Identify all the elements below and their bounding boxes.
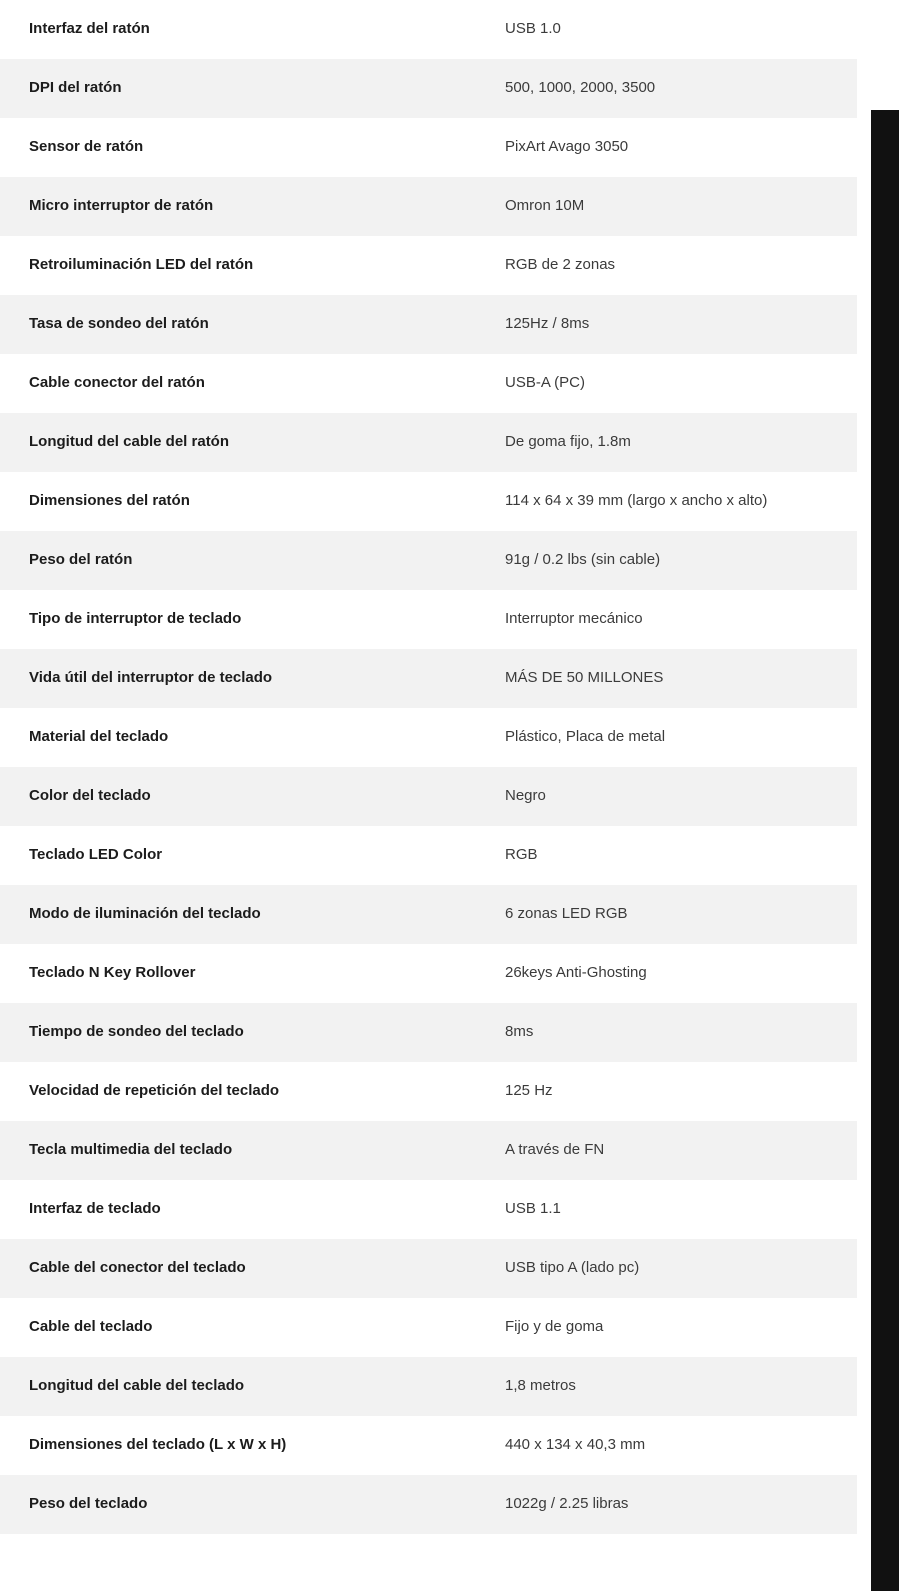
table-row bbox=[0, 0, 857, 59]
table-row bbox=[0, 885, 857, 944]
spec-value: USB 1.0 bbox=[505, 20, 561, 38]
spec-label: Peso del ratón bbox=[29, 551, 133, 569]
table-row bbox=[0, 472, 857, 531]
table-row bbox=[0, 1239, 857, 1298]
spec-label: Cable conector del ratón bbox=[29, 374, 205, 392]
table-row bbox=[0, 1121, 857, 1180]
table-row bbox=[0, 59, 857, 118]
spec-value: Negro bbox=[505, 787, 546, 805]
spec-value: De goma fijo, 1.8m bbox=[505, 433, 631, 451]
spec-value: MÁS DE 50 MILLONES bbox=[505, 669, 664, 687]
spec-value: 125Hz / 8ms bbox=[505, 315, 590, 333]
table-row bbox=[0, 1180, 857, 1239]
spec-label: Peso del teclado bbox=[29, 1495, 148, 1513]
spec-label: Tiempo de sondeo del teclado bbox=[29, 1023, 244, 1041]
spec-label: Cable del teclado bbox=[29, 1318, 153, 1336]
table-row bbox=[0, 413, 857, 472]
spec-value: 125 Hz bbox=[505, 1082, 553, 1100]
spec-label: Teclado LED Color bbox=[29, 846, 163, 864]
spec-value: A través de FN bbox=[505, 1141, 605, 1159]
spec-value: Plástico, Placa de metal bbox=[505, 728, 666, 746]
spec-value: USB-A (PC) bbox=[505, 374, 586, 392]
spec-label: Interfaz de teclado bbox=[29, 1200, 161, 1218]
spec-label: Longitud del cable del ratón bbox=[29, 433, 230, 451]
spec-label: Dimensiones del ratón bbox=[29, 492, 190, 510]
spec-value: Interruptor mecánico bbox=[505, 610, 643, 628]
table-row bbox=[0, 1475, 857, 1534]
table-row bbox=[0, 531, 857, 590]
spec-value: 6 zonas LED RGB bbox=[505, 905, 628, 923]
spec-value: USB tipo A (lado pc) bbox=[505, 1259, 640, 1277]
table-row bbox=[0, 177, 857, 236]
spec-label: Tasa de sondeo del ratón bbox=[29, 315, 209, 333]
table-row bbox=[0, 1298, 857, 1357]
spec-value: PixArt Avago 3050 bbox=[505, 138, 629, 156]
spec-label: Tipo de interruptor de teclado bbox=[29, 610, 242, 628]
spec-label: Cable del conector del teclado bbox=[29, 1259, 246, 1277]
spec-value: 114 x 64 x 39 mm (largo x ancho x alto) bbox=[505, 492, 768, 510]
spec-value: 440 x 134 x 40,3 mm bbox=[505, 1436, 646, 1454]
table-row bbox=[0, 295, 857, 354]
table-row bbox=[0, 708, 857, 767]
spec-value: USB 1.1 bbox=[505, 1200, 561, 1218]
table-row bbox=[0, 354, 857, 413]
spec-value: 1022g / 2.25 libras bbox=[505, 1495, 629, 1513]
table-row bbox=[0, 1062, 857, 1121]
table-row bbox=[0, 236, 857, 295]
spec-label: Velocidad de repetición del teclado bbox=[29, 1082, 280, 1100]
spec-value: 1,8 metros bbox=[505, 1377, 576, 1395]
spec-label: Modo de iluminación del teclado bbox=[29, 905, 261, 923]
spec-label: Vida útil del interruptor de teclado bbox=[29, 669, 273, 687]
spec-value: 8ms bbox=[505, 1023, 534, 1041]
spec-value: 500, 1000, 2000, 3500 bbox=[505, 79, 656, 97]
spec-label: Teclado N Key Rollover bbox=[29, 964, 196, 982]
spec-label: Color del teclado bbox=[29, 787, 151, 805]
spec-label: Retroiluminación LED del ratón bbox=[29, 256, 254, 274]
table-row bbox=[0, 944, 857, 1003]
table-row bbox=[0, 118, 857, 177]
spec-value: RGB de 2 zonas bbox=[505, 256, 616, 274]
spec-label: Micro interruptor de ratón bbox=[29, 197, 214, 215]
spec-label: Interfaz del ratón bbox=[29, 20, 150, 38]
spec-label: Longitud del cable del teclado bbox=[29, 1377, 245, 1395]
spec-label: Sensor de ratón bbox=[29, 138, 144, 156]
table-row bbox=[0, 767, 857, 826]
table-row bbox=[0, 1003, 857, 1062]
spec-label: Tecla multimedia del teclado bbox=[29, 1141, 233, 1159]
table-row bbox=[0, 1357, 857, 1416]
spec-value: RGB bbox=[505, 846, 538, 864]
spec-label: Dimensiones del teclado (L x W x H) bbox=[29, 1436, 287, 1454]
table-row bbox=[0, 649, 857, 708]
table-row bbox=[0, 1416, 857, 1475]
spec-value: 26keys Anti-Ghosting bbox=[505, 964, 647, 982]
table-row bbox=[0, 826, 857, 885]
spec-value: 91g / 0.2 lbs (sin cable) bbox=[505, 551, 661, 569]
spec-value: Omron 10M bbox=[505, 197, 585, 215]
spec-label: Material del teclado bbox=[29, 728, 169, 746]
page-right-rail bbox=[871, 110, 899, 1591]
spec-value: Fijo y de goma bbox=[505, 1318, 604, 1336]
table-row bbox=[0, 590, 857, 649]
spec-label: DPI del ratón bbox=[29, 79, 122, 97]
